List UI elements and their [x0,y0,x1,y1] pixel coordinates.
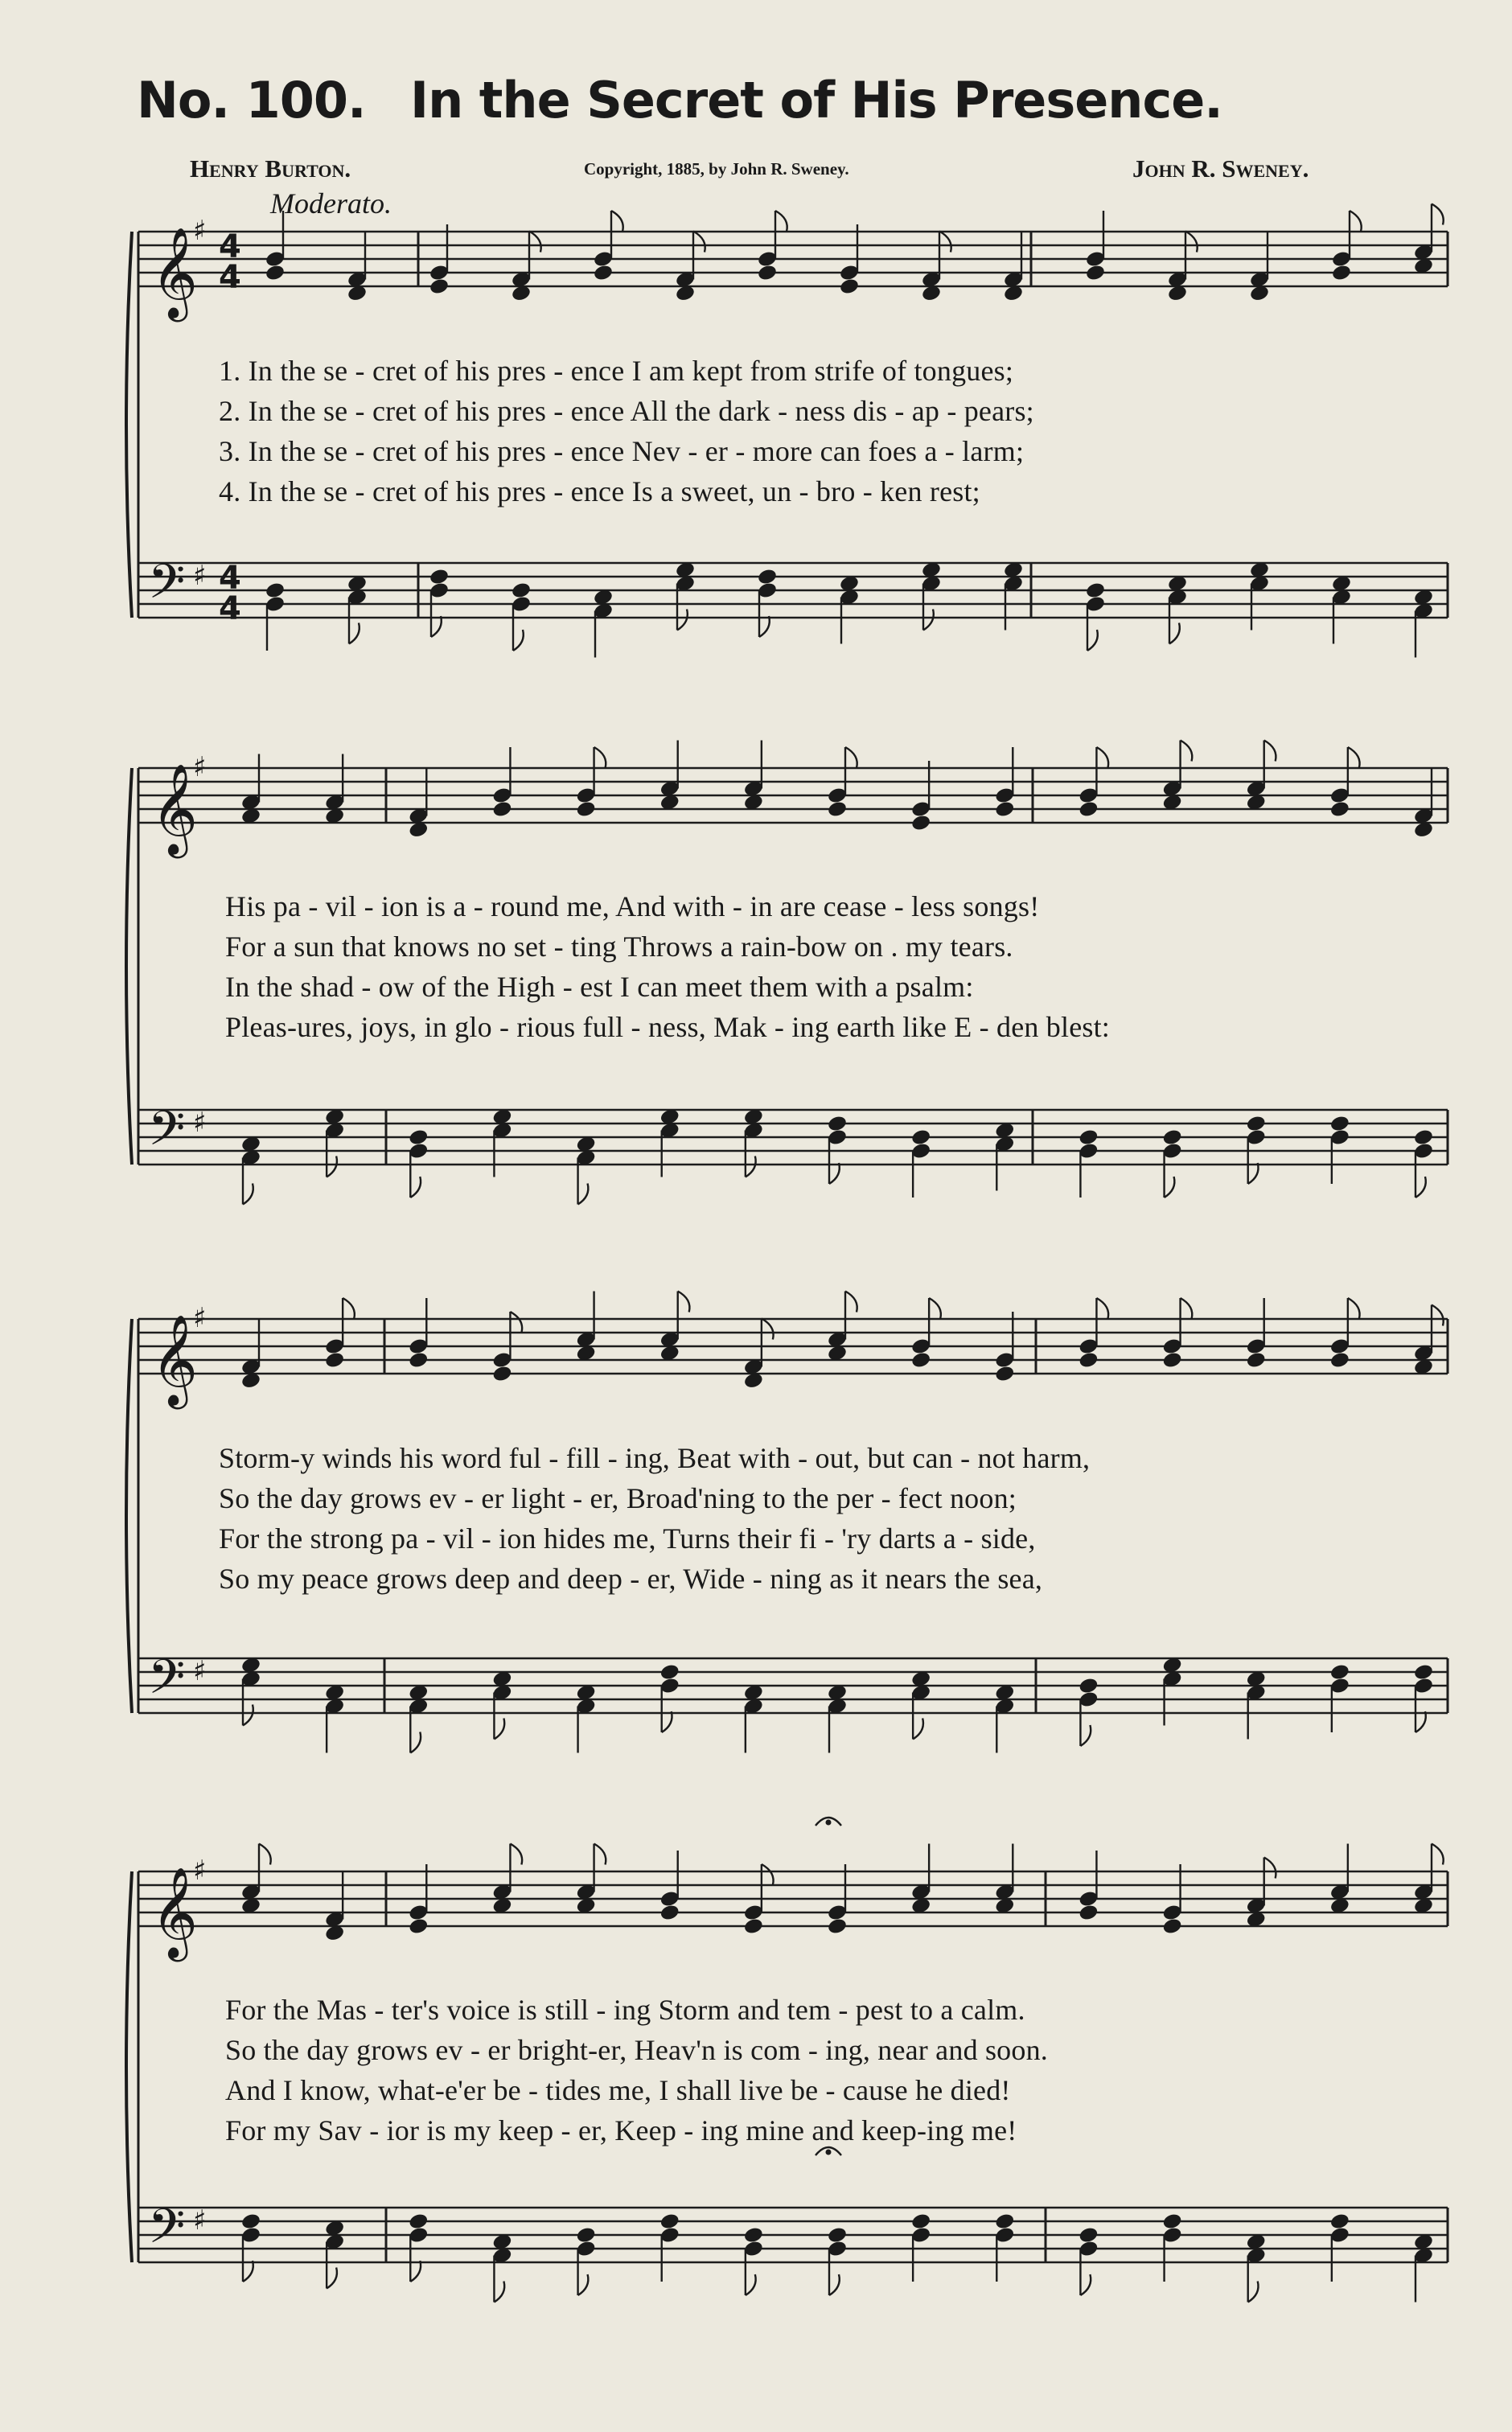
note-head [1161,1128,1182,1147]
note-head [659,1904,680,1922]
note-head [1413,1128,1434,1147]
sharp-icon: ♯ [193,1855,207,1888]
lyric-line: 2. In the se - cret of his pres - ence All the dark - ness dis - ap - pears; [219,395,1034,427]
note-head [1085,264,1106,282]
note-flag [746,2274,756,2295]
note-flag [829,2274,840,2295]
sharp-icon: ♯ [193,215,207,248]
note-flag [1165,1177,1175,1198]
sharp-icon: ♯ [193,560,207,593]
note-flag [410,2261,421,2282]
note-flag [243,1184,253,1205]
note-head [827,2226,848,2245]
note-flag [678,1292,690,1313]
note-head [491,800,512,819]
tempo-marking: Moderato. [270,187,392,220]
note-head [429,568,450,586]
note-flag [1248,1163,1259,1184]
note-head [1329,800,1350,819]
treble-clef-icon: 𝄞 [151,227,198,318]
lyric-line: So the day grows ev - er light - er, Broad'ning to the per - fect noon; [219,1482,1017,1514]
lyric-line: For a sun that knows no set - ting Throws a rain-bow on . my tears. [225,930,1013,963]
note-head [994,1365,1015,1383]
note-flag [510,1844,522,1865]
note-head [1078,2226,1099,2245]
system-brace [126,768,132,1165]
note-flag [1432,1844,1444,1865]
sharp-icon: ♯ [193,751,207,784]
note-flag [1348,747,1360,768]
note-flag [1087,630,1098,651]
note-flag [611,211,623,232]
note-flag [494,1719,504,1740]
fermata-dot [826,2150,832,2155]
note-head [324,1351,345,1370]
note-flag [677,610,688,631]
note-flag [845,747,857,768]
bass-clef-icon: 𝄢 [148,1100,186,1168]
system-brace [126,1871,132,2262]
note-head [910,814,931,832]
hymn-title: In the Secret of His Presence. [410,71,1222,129]
fermata-dot [826,1820,832,1826]
lyric-line: And I know, what-e'er be - tides me, I shall live be - cause he died! [225,2074,1011,2106]
note-flag [1415,1711,1426,1732]
note-head [827,1115,848,1133]
note-head [910,1351,931,1370]
lyric-line: Storm-y winds his word ful - fill - ing, Beat with - out, but can - not harm, [219,1442,1091,1474]
note-head [575,800,596,819]
note-head [659,2212,680,2231]
time-signature: 4 [219,228,241,265]
note-flag [1415,1177,1426,1198]
note-head [659,1663,680,1682]
note-flag [594,1844,606,1865]
note-head [511,581,532,600]
lyric-line: 1. In the se - cret of his pres - ence I am kept from strife of tongues; [219,355,1014,387]
note-head [1161,2212,1182,2231]
note-head [1078,800,1099,819]
note-flag [762,1864,774,1885]
note-head [408,1351,429,1370]
note-flag [578,1184,589,1205]
note-head [575,2226,596,2245]
note-flag [1264,741,1276,762]
note-head [265,264,286,282]
hymn-number: No. 100. [137,71,366,129]
lyric-line: Pleas-ures, joys, in glo - rious full - ness, Mak - ing earth like E - den blest: [225,1011,1110,1043]
treble-clef-icon: 𝄞 [151,763,198,855]
lyric-line: His pa - vil - ion is a - round me, And with - in are cease - less songs! [225,890,1040,922]
note-flag [494,2282,504,2303]
sharp-icon: ♯ [193,2204,207,2237]
note-flag [775,211,787,232]
note-flag [1169,623,1180,644]
note-head [1246,1115,1267,1133]
note-head [408,2212,429,2231]
note-head [1161,1917,1182,1936]
note-head [827,800,848,819]
note-head [757,568,778,586]
note-head [994,2212,1015,2231]
note-flag [1185,232,1198,253]
note-flag [513,630,524,651]
note-head [827,1917,848,1936]
note-flag [1080,2274,1091,2295]
note-head [1331,264,1352,282]
note-flag [510,1312,522,1333]
note-flag [762,1319,774,1340]
note-head [1329,1115,1350,1133]
composer-credit: John R. Sweney. [1132,154,1309,183]
note-flag [923,610,934,631]
sharp-icon: ♯ [193,1655,207,1688]
note-head [491,1365,512,1383]
note-head [839,277,860,296]
note-flag [1432,204,1444,225]
note-flag [1264,1858,1276,1879]
note-flag [929,1298,941,1319]
note-flag [746,1156,756,1177]
lyric-line: In the shad - ow of the High - est I can meet them with a psalm: [225,971,974,1003]
note-head [240,2212,261,2231]
note-head [408,1128,429,1147]
sharp-icon: ♯ [193,1107,207,1140]
note-flag [1181,741,1193,762]
note-flag [349,623,360,644]
note-flag [243,2261,253,2282]
note-flag [578,2274,589,2295]
bass-clef-icon: 𝄢 [148,2198,186,2266]
sharp-icon: ♯ [193,1302,207,1335]
lyric-line: For my Sav - ior is my keep - er, Keep - ing mine and keep-ing me! [225,2114,1017,2146]
note-flag [1432,1305,1444,1326]
lyric-line: 3. In the se - cret of his pres - ence Nev - er - more can foes a - larm; [219,435,1025,467]
note-head [1085,581,1106,600]
note-head [994,800,1015,819]
note-flag [410,1177,421,1198]
author-credit: Henry Burton. [190,154,351,183]
note-flag [327,1156,337,1177]
note-flag [662,1711,672,1732]
note-head [1161,1351,1182,1370]
note-flag [529,232,541,253]
note-flag [939,232,951,253]
note-head [910,2212,931,2231]
note-flag [1096,747,1108,768]
note-head [1078,1904,1099,1922]
note-head [1078,1351,1099,1370]
time-signature: 4 [219,590,241,627]
note-flag [693,232,705,253]
lyric-line: So my peace grows deep and deep - er, Wide - ning as it nears the sea, [219,1563,1043,1595]
note-head [757,264,778,282]
note-head [743,2226,764,2245]
note-flag [1348,1298,1360,1319]
note-flag [1080,1725,1091,1746]
note-head [1329,1663,1350,1682]
lyric-line: For the strong pa - vil - ion hides me, Turns their fi - 'ry darts a - side, [219,1522,1036,1555]
note-head [910,1128,931,1147]
system-brace [126,232,132,618]
note-flag [243,1705,253,1726]
note-head [1413,1663,1434,1682]
note-flag [431,616,442,637]
note-flag [1248,2282,1259,2303]
note-head [408,1917,429,1936]
time-signature: 4 [219,259,241,296]
treble-clef-icon: 𝄞 [151,1314,198,1406]
note-flag [1096,1298,1108,1319]
note-flag [410,1732,421,1753]
note-flag [913,1719,923,1740]
note-head [429,277,450,296]
note-flag [1350,211,1362,232]
lyric-line: For the Mas - ter's voice is still - ing Storm and tem - pest to a calm. [225,1994,1025,2026]
note-flag [343,1298,355,1319]
bass-clef-icon: 𝄢 [148,553,186,621]
note-flag [594,747,606,768]
note-head [1078,1677,1099,1695]
treble-clef-icon: 𝄞 [151,1867,198,1958]
bass-clef-icon: 𝄢 [148,1649,186,1716]
note-flag [327,2268,337,2289]
note-head [1078,1128,1099,1147]
lyric-line: So the day grows ev - er bright-er, Heav'n is com - ing, near and soon. [225,2034,1048,2066]
note-head [593,264,614,282]
system-brace [126,1319,132,1713]
lyric-line: 4. In the se - cret of his pres - ence Is a sweet, un - bro - ken rest; [219,475,980,507]
note-head [265,581,286,600]
note-flag [1181,1298,1193,1319]
note-flag [845,1292,857,1313]
note-flag [829,1163,840,1184]
note-flag [259,1844,271,1865]
note-head [1329,2212,1350,2231]
note-flag [759,616,770,637]
copyright-notice: Copyright, 1885, by John R. Sweney. [584,159,849,179]
note-head [1246,1351,1267,1370]
note-head [743,1917,764,1936]
time-signature: 4 [219,560,241,597]
note-head [1329,1351,1350,1370]
